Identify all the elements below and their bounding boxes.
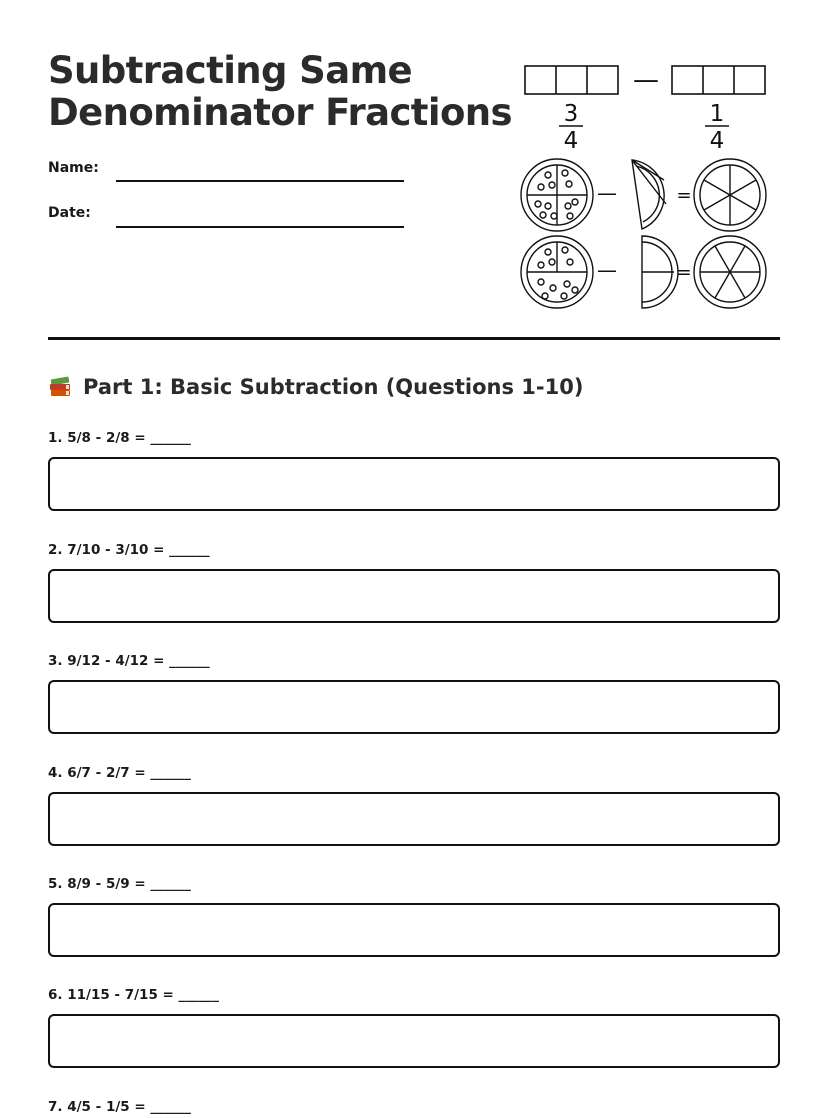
name-label: Name: [48, 160, 99, 176]
question-item [48, 985, 780, 1068]
title-line-1: Subtracting Same [48, 49, 413, 92]
question-text: 3. 9/12 - 4/12 = ______ [48, 653, 210, 669]
fraction-illustration [512, 56, 772, 312]
pizza-half-icon [642, 236, 678, 308]
fraction-boxes-left [525, 66, 618, 94]
worksheet-title [48, 50, 512, 134]
answer-box[interactable] [48, 903, 780, 957]
question-item [48, 428, 780, 511]
row2-minus-sign: — [597, 258, 617, 282]
fraction-boxes-right [672, 66, 765, 94]
section-title: Part 1: Basic Subtraction (Questions 1-10) [83, 375, 584, 399]
question-item [48, 874, 780, 957]
question-text: 6. 11/15 - 7/15 = ______ [48, 987, 220, 1003]
fraction-left-denominator: 4 [563, 128, 579, 154]
date-line[interactable] [116, 226, 404, 228]
question-text: 4. 6/7 - 2/7 = ______ [48, 765, 191, 781]
answer-box[interactable] [48, 457, 780, 511]
question-item [48, 1097, 780, 1117]
answer-box[interactable] [48, 792, 780, 846]
pizza-whole-icon-2 [521, 236, 593, 308]
pizza-result-icon [694, 159, 766, 231]
answer-box[interactable] [48, 1014, 780, 1068]
question-text: 7. 4/5 - 1/5 = ______ [48, 1099, 191, 1115]
question-item [48, 651, 780, 734]
fraction-right-denominator: 4 [709, 128, 725, 154]
question-text: 5. 8/9 - 5/9 = ______ [48, 876, 191, 892]
section-heading [48, 374, 583, 400]
question-item [48, 763, 780, 846]
header-divider [48, 337, 780, 340]
pizza-result-icon-2 [694, 236, 766, 308]
row1-equals-sign: = [676, 185, 692, 206]
title-line-2: Denominator Fractions [48, 91, 512, 134]
books-icon [48, 374, 74, 400]
name-line[interactable] [116, 180, 404, 182]
pizza-slice-icon [632, 160, 666, 229]
date-label: Date: [48, 205, 91, 221]
question-item [48, 540, 780, 623]
pizza-whole-icon [521, 159, 593, 231]
answer-box[interactable] [48, 569, 780, 623]
question-text: 2. 7/10 - 3/10 = ______ [48, 542, 210, 558]
top-minus-sign: — [633, 65, 659, 95]
fraction-left-numerator: 3 [563, 101, 579, 127]
fraction-right-numerator: 1 [709, 101, 725, 127]
answer-box[interactable] [48, 680, 780, 734]
question-text: 1. 5/8 - 2/8 = ______ [48, 430, 191, 446]
row1-minus-sign: — [597, 181, 617, 205]
row2-equals-sign: = [676, 262, 692, 283]
